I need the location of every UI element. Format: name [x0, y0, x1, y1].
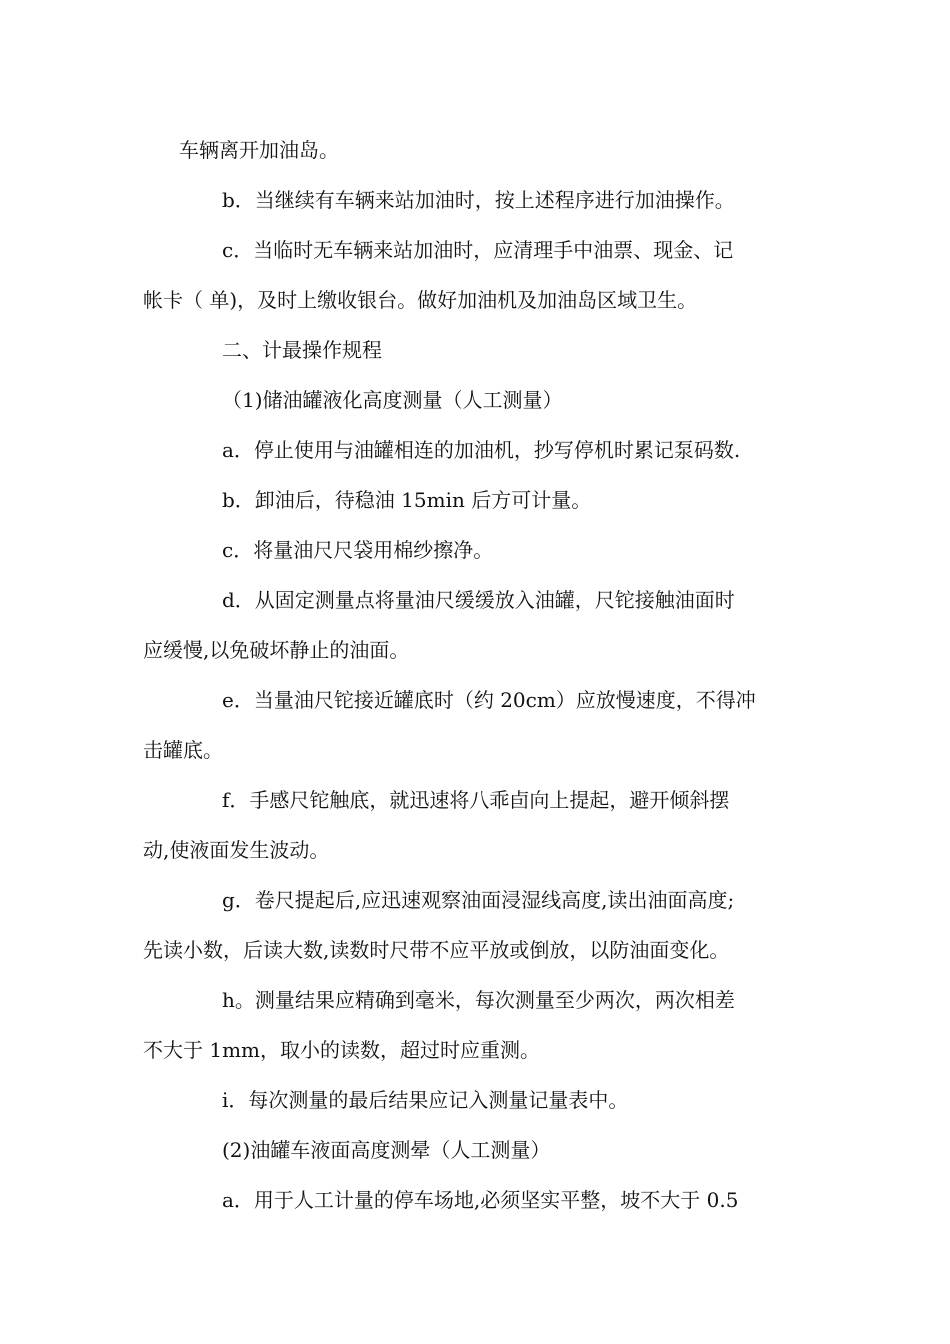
- text-line: c．当临时无车辆来站加油时，应清理手中油票、现金、记: [222, 238, 734, 262]
- text-line: 应缓慢,以免破坏静止的油面。: [143, 638, 410, 662]
- section-heading: 二、计最操作规程: [222, 338, 382, 362]
- text-line: d．从固定测量点将量油尺缓缓放入油罐，尺铊接触油面时: [222, 588, 735, 612]
- subsection-heading: （1)储油罐液化高度测量（人工测量）: [222, 388, 563, 412]
- text-line: 动,使液面发生波动。: [143, 838, 330, 862]
- text-line: 击罐底。: [143, 738, 223, 762]
- text-line: 帐卡（ 单)，及时上缴收银台。做好加油机及加油岛区域卫生。: [143, 288, 698, 312]
- subsection-heading: (2)油罐车液面高度测晕（人工测量）: [222, 1138, 551, 1162]
- text-line: i．每次测量的最后结果应记入测量记量表中。: [222, 1088, 629, 1112]
- text-line: h。测量结果应精确到毫米，每次测量至少两次，两次相差: [222, 988, 735, 1012]
- text-line: 不大于 1mm，取小的读数，超过时应重测。: [143, 1038, 541, 1062]
- text-line: g．卷尺提起后,应迅速观察油面浸湿线高度,读出油面高度;: [222, 888, 735, 912]
- text-line: c．将量油尺尺袋用棉纱擦净。: [222, 538, 494, 562]
- text-line: b．卸油后，待稳油 15min 后方可计量。: [222, 488, 592, 512]
- text-line: 车辆离开加油岛。: [179, 138, 339, 162]
- text-line: f．手感尺铊触底，就迅速将八乖卣向上提起，避开倾斜摆: [222, 788, 730, 812]
- text-line: e．当量油尺铊接近罐底时（约 20cm）应放慢速度，不得冲: [222, 688, 756, 712]
- text-line: b．当继续有车辆来站加油时，按上述程序进行加油操作。: [222, 188, 735, 212]
- text-line: 先读小数，后读大数,读数时尺带不应平放或倒放，以防油面变化。: [143, 938, 730, 962]
- text-line: a．停止使用与油罐相连的加油机，抄写停机时累记泵码数.: [222, 438, 741, 462]
- text-line: a．用于人工计量的停车场地,必须坚实平整，坡不大于 0.5: [222, 1188, 739, 1212]
